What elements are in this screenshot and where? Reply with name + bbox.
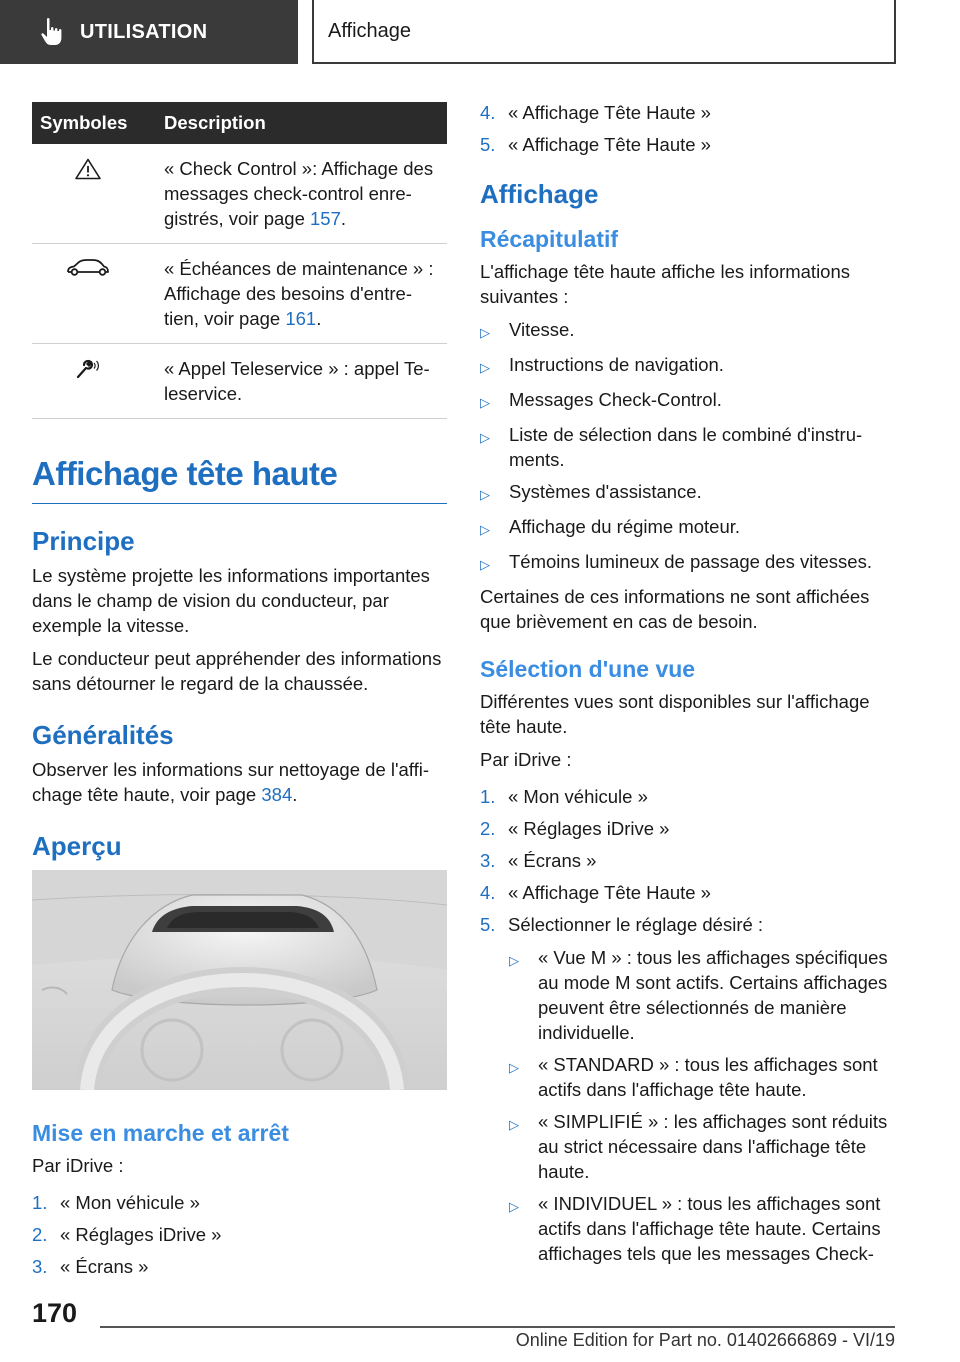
list-item: ▷ Liste de sélection dans le combiné d'instruments.	[480, 424, 863, 470]
section-title: UTILISATION	[80, 20, 208, 43]
page-link[interactable]: 157	[310, 208, 341, 229]
principe-paragraph-1: Le système projette les informations importantes dans le champ de vision du conducteur, par exemple la vitesse.	[32, 565, 430, 636]
generalites-heading: Généralités	[32, 720, 174, 750]
symbol-cell	[32, 344, 156, 419]
list-item: 3. « Écrans »	[32, 1256, 149, 1277]
triangle-bullet-icon: ▷	[480, 522, 490, 537]
vue-paragraph-1: Différentes vues sont disponibles sur l'affichage tête haute.	[480, 691, 870, 737]
list-item: 4. « Affichage Tête Haute »	[480, 102, 711, 123]
table-row	[32, 344, 447, 419]
page-link[interactable]: 384	[261, 784, 293, 805]
list-item: 2. « Réglages iDrive »	[32, 1224, 222, 1245]
triangle-bullet-icon: ▷	[509, 1117, 519, 1132]
symbol-cell	[32, 244, 156, 344]
triangle-bullet-icon: ▷	[480, 487, 490, 502]
page-link[interactable]: 161	[285, 308, 317, 329]
page-number: 170	[32, 1298, 78, 1328]
hand-pointer-icon	[38, 17, 64, 47]
list-item: ▷ Témoins lumineux de passage des vitesses.	[480, 549, 900, 577]
vue-steps-list	[480, 784, 900, 937]
marche-heading: Mise en marche et arrêt	[32, 1120, 289, 1146]
left-column	[32, 102, 447, 1295]
marche-steps-continued	[480, 100, 900, 157]
affichage-heading: Affichage	[480, 179, 599, 209]
list-item: 2. « Réglages iDrive »	[480, 818, 670, 839]
marche-steps-list	[32, 1190, 447, 1279]
marche-intro: Par iDrive :	[32, 1155, 124, 1176]
principe-paragraph-2: Le conducteur peut appréhender des informations sans détourner le regard de la chaussée.	[32, 648, 442, 694]
triangle-bullet-icon: ▷	[480, 360, 490, 375]
list-item: 1. « Mon véhicule »	[480, 786, 648, 807]
recap-intro: L'affichage tête haute affiche les informations suivantes :	[480, 261, 851, 307]
list-item: 5. Sélectionner le réglage désiré :	[480, 914, 764, 935]
header-chapter-tab	[312, 0, 896, 64]
marche-section	[32, 1120, 447, 1279]
table-row	[32, 244, 447, 344]
description-cell: « Appel Teleservice » : appel Teleservice.	[156, 344, 447, 419]
footer-divider	[100, 1326, 895, 1328]
description-cell: « Échéances de maintenance » : Affichage des besoins d'entretien, voir page 161.	[156, 244, 447, 344]
hud-dashboard-photo	[32, 870, 447, 1090]
list-item: ▷ Affichage du régime moteur.	[480, 514, 900, 542]
description-cell: « Check Control »: Affichage des messages check-control enregistrés, voir page 157.	[156, 144, 447, 244]
header-section-tab	[0, 0, 298, 64]
triangle-bullet-icon: ▷	[509, 953, 519, 968]
apercu-heading: Aperçu	[32, 831, 122, 861]
list-item: ▷ « STANDARD » : tous les affichages sont actifs dans l'affichage tête haute.	[509, 1054, 878, 1100]
principe-heading: Principe	[32, 526, 135, 556]
right-column	[480, 100, 900, 1273]
triangle-bullet-icon: ▷	[509, 1199, 519, 1214]
table-row	[32, 144, 447, 244]
symbol-cell	[32, 144, 156, 244]
principe-section	[32, 526, 447, 696]
recap-heading: Récapitulatif	[480, 226, 619, 252]
list-item: ▷ « INDIVIDUEL » : tous les affichages sont actifs dans l'affichage tête haute. Certains affichages tels que les messages Check-	[509, 1193, 881, 1264]
recap-note: Certaines de ces informations ne sont affichées que brièvement en cas de besoin.	[480, 586, 870, 632]
list-item: ▷ Systèmes d'assistance.	[480, 479, 900, 507]
vue-heading: Sélection d'une vue	[480, 656, 696, 682]
table-header-symbols: Symboles	[32, 102, 156, 144]
teleservice-wrench-icon	[74, 358, 102, 380]
triangle-bullet-icon: ▷	[480, 325, 490, 340]
triangle-bullet-icon: ▷	[480, 430, 490, 445]
generalites-section	[32, 720, 447, 807]
list-item: ▷ Messages Check-Control.	[480, 387, 900, 415]
list-item: ▷ Vitesse.	[480, 317, 900, 345]
list-item: 3. « Écrans »	[480, 850, 597, 871]
recap-list	[480, 317, 900, 577]
triangle-bullet-icon: ▷	[509, 1060, 519, 1075]
chapter-title: Affichage	[328, 19, 412, 42]
car-service-icon	[66, 258, 110, 278]
list-item: ▷ « Vue M » : tous les affichages spécifiques au mode M sont actifs. Certains affichages peuvent être sélectionnés de manière individuelle.	[509, 947, 888, 1043]
list-item: ▷ « SIMPLIFIÉ » : les affichages sont réduits au strict nécessaire dans l'affichage tête haute.	[509, 1111, 888, 1182]
symbols-table	[32, 102, 447, 419]
warning-triangle-icon	[75, 158, 101, 180]
list-item: 4. « Affichage Tête Haute »	[480, 882, 711, 903]
hud-title: Affichage tête haute	[32, 455, 447, 504]
footer-edition: Online Edition for Part no. 01402666869 - VI/19	[515, 1330, 895, 1350]
generalites-paragraph: Observer les informations sur nettoyage de l'affichage tête haute, voir page 384.	[32, 759, 430, 805]
list-item: ▷ Instructions de navigation.	[480, 352, 900, 380]
list-item: 5. « Affichage Tête Haute »	[480, 134, 711, 155]
vue-options-list	[509, 945, 900, 1266]
triangle-bullet-icon: ▷	[480, 557, 490, 572]
list-item: 1. « Mon véhicule »	[32, 1192, 200, 1213]
table-header-description: Description	[156, 102, 447, 144]
vue-paragraph-2: Par iDrive :	[480, 749, 572, 770]
triangle-bullet-icon: ▷	[480, 395, 490, 410]
